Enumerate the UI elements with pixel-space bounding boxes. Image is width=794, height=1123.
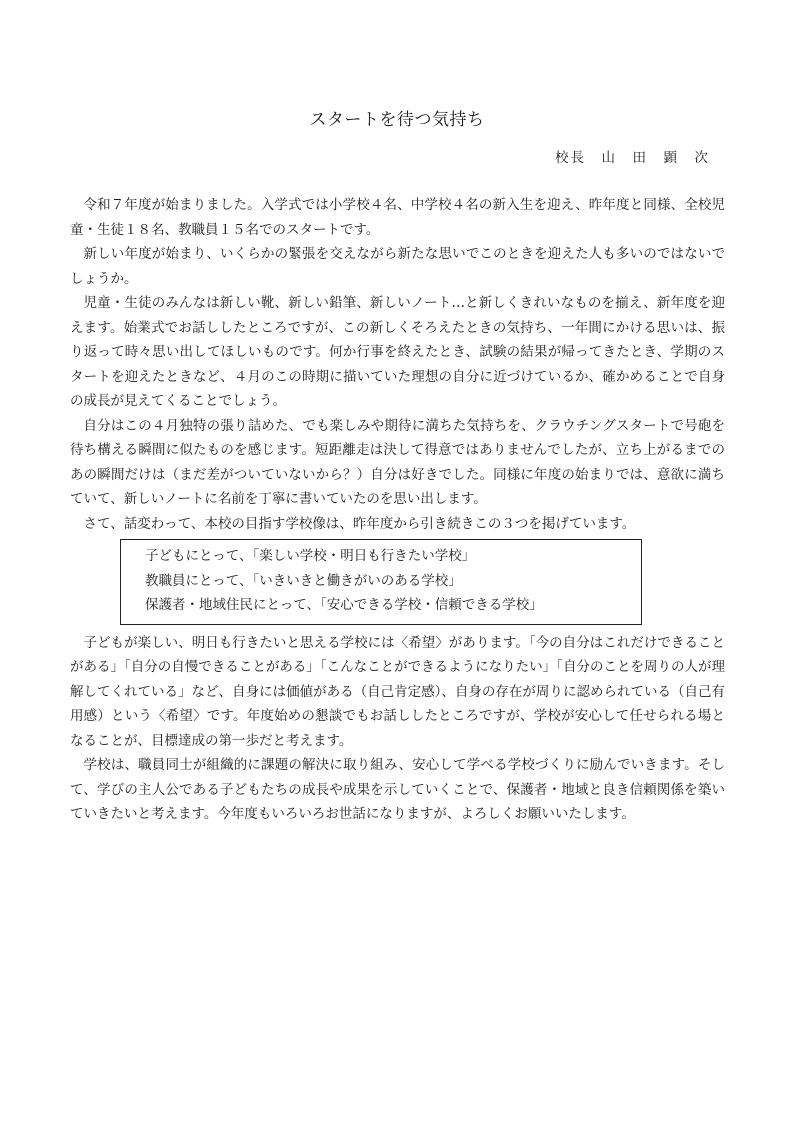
school-goals-box bbox=[120, 539, 642, 625]
letter-body bbox=[70, 193, 725, 827]
paragraph: 児童・生徒のみんなは新しい靴、新しい鉛筆、新しいノート…と新しくきれいなものを揃え、新年度を迎えます。始業式でお話ししたところですが、この新しくそろえたときの気持ち、一年間にかける思いは、振り返って時々思い出してほしいものです。何か行事を終えたとき、試験の結果が帰ってきたとき、学期のスタートを迎えたときなど、４月のこの時期に描いていた理想の自分に近づけているか、確かめることで自身の成長が見えてくることでしょう。 bbox=[70, 295, 725, 409]
paragraph: 自分はこの４月独特の張り詰めた、でも楽しみや期待に満ちた気持ちを、クラウチングスタートで号砲を待ち構える瞬間に似たものを感じます。短距離走は決して得意ではありませんでしたが、立ち上がるまでのあの瞬間だけは（まだ差がついていないから？）自分は好きでした。同様に年度の始まりでは、意欲に満ちていて、新しいノートに名前を丁寧に書いていたのを思い出します。 bbox=[70, 417, 725, 507]
goal-item: 保護者・地域住民にとって、「安心できる学校・信頼できる学校」 bbox=[145, 597, 543, 613]
paragraph: 新しい年度が始まり、いくらかの緊張を交えながら新たな思いでこのときを迎えた人も多いのではないでしょうか。 bbox=[70, 246, 725, 287]
goal-item: 子どもにとって、「楽しい学校・明日も行きたい学校」 bbox=[145, 548, 476, 564]
paragraph: 令和７年度が始まりました。入学式では小学校４名、中学校４名の新入生を迎え、昨年度と同様、全校児童・生徒１８名、教職員１５名でのスタートです。 bbox=[70, 197, 725, 238]
page-title: スタートを待つ気持ち bbox=[309, 110, 485, 130]
author-line: 校長 山 田 顕 次 bbox=[555, 150, 710, 166]
goal-item: 教職員にとって、「いきいきと働きがいのある学校」 bbox=[145, 572, 462, 589]
paragraph: 学校は、職員同士が組織的に課題の解決に取り組み、安心して学べる学校づくりに励んでいきます。そして、学びの主人公である子どもたちの成長や成果を示していくことで、保護者・地域と良き信頼関係を築いていきたいと考えます。今年度もいろいろお世話になりますが、よろしくお願いいたします。 bbox=[70, 757, 725, 822]
paragraph: 子どもが楽しい、明日も行きたいと思える学校には〈希望〉があります。「今の自分はこれだけできることがある」「自分の自慢できることがある」「こんなことができるようになりたい」「自分のことを周りの人が理解してくれている」など、自身には価値がある（自己肯定感）、自身の存在が周りに認められている（自己有用感）という〈希望〉です。年度始めの懇談でもお話ししたところですが、学校が安心して任せられる場となることが、目標達成の第一歩だと考えます。 bbox=[70, 634, 725, 749]
paragraph: さて、話変わって、本校の目指す学校像は、昨年度から引き続きこの３つを掲げています。 bbox=[83, 515, 636, 532]
